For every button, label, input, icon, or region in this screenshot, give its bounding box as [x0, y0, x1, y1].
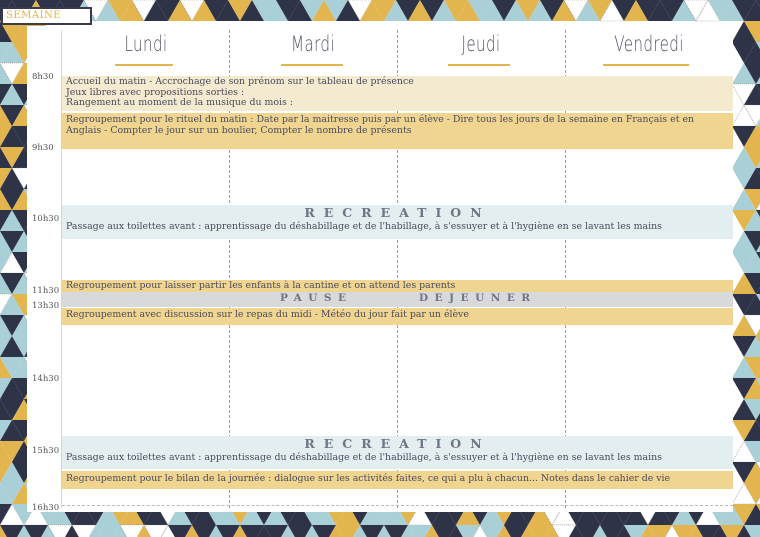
recreation-block-1 [62, 205, 733, 239]
cantine-text: Regroupement pour laisser partir les enfants à la cantine et on attend les parents [66, 280, 456, 291]
discussion-block [62, 308, 733, 325]
day-underline [448, 64, 510, 66]
toilettes-text: Passage aux toilettes avant : apprentissage du déshabillage et de l'habillage, à s'essuyer et à l'hygiène en se lavant les mains [66, 220, 662, 232]
recreation-block-2 [62, 436, 733, 469]
discussion-text: Regroupement avec discussion sur le repas du midi - Météo du jour fait par un élève [66, 309, 469, 320]
week-label: SEMAINE [1, 7, 92, 25]
day-header-vendredi: Vendredi [614, 32, 684, 56]
jeux-text: Jeux libres avec propositions sorties : [66, 86, 245, 98]
time-label: 15h30 [32, 446, 60, 456]
day-header-jeudi: Jeudi [461, 32, 501, 56]
time-label: 9h30 [32, 143, 54, 153]
day-underline [115, 64, 173, 66]
pause-label: PAUSE [280, 292, 353, 304]
rituel-line-1: Regroupement pour le rituel du matin : Date par la maitresse puis par un élève - Dire tous les jours de la semaine en Français et en [66, 114, 695, 125]
time-label: 14h30 [32, 374, 60, 384]
toilettes-text: Passage aux toilettes avant : apprentissage du déshabillage et de l'habillage, à s'essuyer et à l'hygiène en se lavant les mains [66, 451, 662, 463]
bottom-dashed-line [62, 505, 733, 506]
time-label: 8h30 [32, 72, 54, 82]
morning-welcome-block [62, 76, 733, 111]
time-label: 10h30 [32, 214, 60, 224]
rangement-text: Rangement au moment de la musique du mois : [66, 97, 293, 109]
time-label: 13h30 [32, 301, 60, 311]
rituel-line-2: Anglais - Compter le jour sur un boulier, Compter le nombre de présents [66, 124, 412, 136]
day-header-lundi: Lundi [124, 32, 168, 56]
morning-ritual-block [62, 113, 733, 149]
day-underline [603, 64, 689, 66]
bilan-text: Regroupement pour le bilan de la journée : dialogue sur les activités faites, ce qui a plu à chacun... Notes dans le cahier de vie [66, 473, 671, 484]
day-underline [281, 64, 343, 66]
bilan-block [62, 471, 733, 489]
recreation-title: RECREATION [304, 436, 491, 451]
cantine-block [62, 280, 733, 292]
pause-dejeuner-block [62, 292, 733, 307]
recreation-title: RECREATION [304, 205, 491, 220]
time-label: 11h30 [32, 286, 60, 296]
dejeuner-label: DEJEUNER [419, 292, 537, 304]
accueil-text: Accueil du matin - Accrochage de son prénom sur le tableau de présence [66, 76, 414, 87]
time-label: 16h30 [32, 503, 60, 513]
day-header-mardi: Mardi [291, 32, 335, 56]
